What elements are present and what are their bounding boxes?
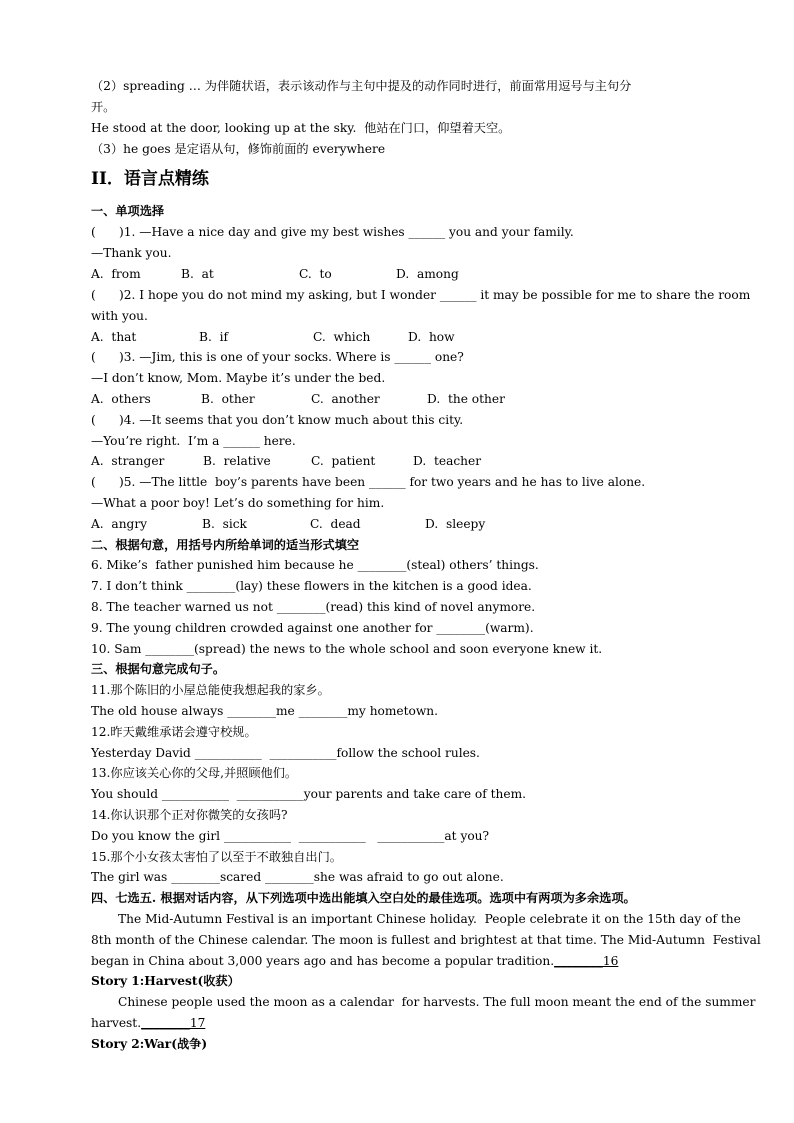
mc-question-1-reply: —Thank you. <box>91 246 172 260</box>
fill-item-9: 9. The young children crowded against one another for ________(warm). <box>91 621 534 635</box>
mc-3-option-c: C. another <box>311 392 380 406</box>
mc-4-option-b: B. relative <box>203 454 271 468</box>
section-heading: II．语言点精练 <box>91 169 209 189</box>
mc-5-option-c: C. dead <box>310 517 361 531</box>
fill-item-8: 8. The teacher warned us not ________(read) this kind of novel anymore. <box>91 600 536 614</box>
passage-para-2-line-2 <box>91 1015 205 1031</box>
complete-13-english: You should ___________ ___________your parents and take care of them. <box>91 787 527 801</box>
mc-2-option-b: B. if <box>199 330 228 344</box>
passage-text: began in China about 3,000 years ago and has become a popular tradition. <box>91 954 555 968</box>
passage-text: harvest. <box>91 1016 142 1030</box>
mc-4-option-c: C. patient <box>311 454 376 468</box>
mc-3-option-a: A. others <box>91 392 151 406</box>
passage-para-1-line-1: The Mid-Autumn Festival is an important Chinese holiday. People celebrate it on the 15th day of the <box>118 912 741 926</box>
mc-question-4-reply: —You’re right. I’m a ______ here. <box>91 434 296 448</box>
mc-5-option-d: D. sleepy <box>425 517 486 531</box>
blank-17: ________17 <box>141 1016 206 1030</box>
mc-2-option-c: C. which <box>313 330 371 344</box>
mc-2-option-a: A. that <box>91 330 137 344</box>
blank-16: ________16 <box>554 954 619 968</box>
mc-1-option-a: A. from <box>91 267 141 281</box>
mc-4-option-d: D. teacher <box>413 454 482 468</box>
section-title-1: 一、单项选择 <box>91 204 165 218</box>
complete-11-english: The old house always ________me ________my hometown. <box>91 704 439 718</box>
mc-1-option-c: C. to <box>299 267 332 281</box>
section-title-4: 四、七选五. 根据对话内容，从下列选项中选出能填入空白处的最佳选项。选项中有两项为多余选项。 <box>91 891 636 905</box>
mc-3-option-d: D. the other <box>427 392 505 406</box>
mc-1-option-d: D. among <box>396 267 459 281</box>
complete-14-english: Do you know the girl ___________ ___________ ___________at you? <box>91 829 490 843</box>
mc-question-1: ( )1. —Have a nice day and give my best wishes ______ you and your family. <box>91 225 574 239</box>
mc-question-5-reply: —What a poor boy! Let’s do something for him. <box>91 496 385 510</box>
mc-1-option-b: B. at <box>181 267 214 281</box>
mc-4-option-a: A. stranger <box>91 454 165 468</box>
mc-question-4: ( )4. —It seems that you don’t know much about this city. <box>91 413 464 427</box>
section-title-2: 二、根据句意，用括号内所给单词的适当形式填空 <box>91 538 360 552</box>
mc-question-5: ( )5. —The little boy’s parents have been ______ for two years and he has to live alone. <box>91 475 646 489</box>
complete-15-english: The girl was ________scared ________she was afraid to go out alone. <box>91 870 504 884</box>
mc-question-3: ( )3. —Jim, this is one of your socks. Where is ______ one? <box>91 350 464 364</box>
mc-question-2-cont: with you. <box>91 309 148 323</box>
passage-para-1-line-2: 8th month of the Chinese calendar. The moon is fullest and brightest at that time. The Mid-Autumn Festival <box>91 933 761 947</box>
complete-13-chinese: 13.你应该关心你的父母,并照顾他们。 <box>91 766 298 780</box>
story-1-title: Story 1:Harvest(收获） <box>91 974 240 988</box>
story-2-title: Story 2:War(战争) <box>91 1037 208 1051</box>
fill-item-10: 10. Sam ________(spread) the news to the whole school and soon everyone knew it. <box>91 642 603 656</box>
fill-item-6: 6. Mike’s father punished him because he ________(steal) others’ things. <box>91 558 539 572</box>
mc-question-3-reply: —I don’t know, Mom. Maybe it’s under the bed. <box>91 371 386 385</box>
mc-2-option-d: D. how <box>408 330 455 344</box>
mc-5-option-b: B. sick <box>202 517 247 531</box>
mc-question-2: ( )2. I hope you do not mind my asking, but I wonder ______ it may be possible for me to share the room <box>91 288 751 302</box>
fill-item-7: 7. I don’t think ________(lay) these flowers in the kitchen is a good idea. <box>91 579 532 593</box>
mc-5-option-a: A. angry <box>91 517 148 531</box>
note-3: （3）he goes 是定语从句，修饰前面的 everywhere <box>91 142 386 156</box>
complete-12-chinese: 12.昨天戴维承诺会遵守校规。 <box>91 725 257 739</box>
complete-15-chinese: 15.那个小女孩太害怕了以至于不敢独自出门。 <box>91 850 342 864</box>
complete-11-chinese: 11.那个陈旧的小屋总能使我想起我的家乡。 <box>91 683 330 697</box>
section-title-3: 三、根据句意完成句子。 <box>91 662 226 676</box>
complete-12-english: Yesterday David ___________ ___________follow the school rules. <box>91 746 480 760</box>
note-2-line-1: （2）spreading … 为伴随状语，表示该动作与主句中提及的动作同时进行，前面常用逗号与主句分 <box>91 79 632 93</box>
complete-14-chinese: 14.你认识那个正对你微笑的女孩吗? <box>91 808 288 822</box>
note-example: He stood at the door, looking up at the sky. 他站在门口，仰望着天空。 <box>91 121 511 135</box>
mc-3-option-b: B. other <box>201 392 255 406</box>
note-2-line-2: 开。 <box>91 100 116 114</box>
passage-para-1-line-3 <box>91 953 618 969</box>
passage-para-2-line-1: Chinese people used the moon as a calendar for harvests. The full moon meant the end of the summer <box>118 995 756 1009</box>
